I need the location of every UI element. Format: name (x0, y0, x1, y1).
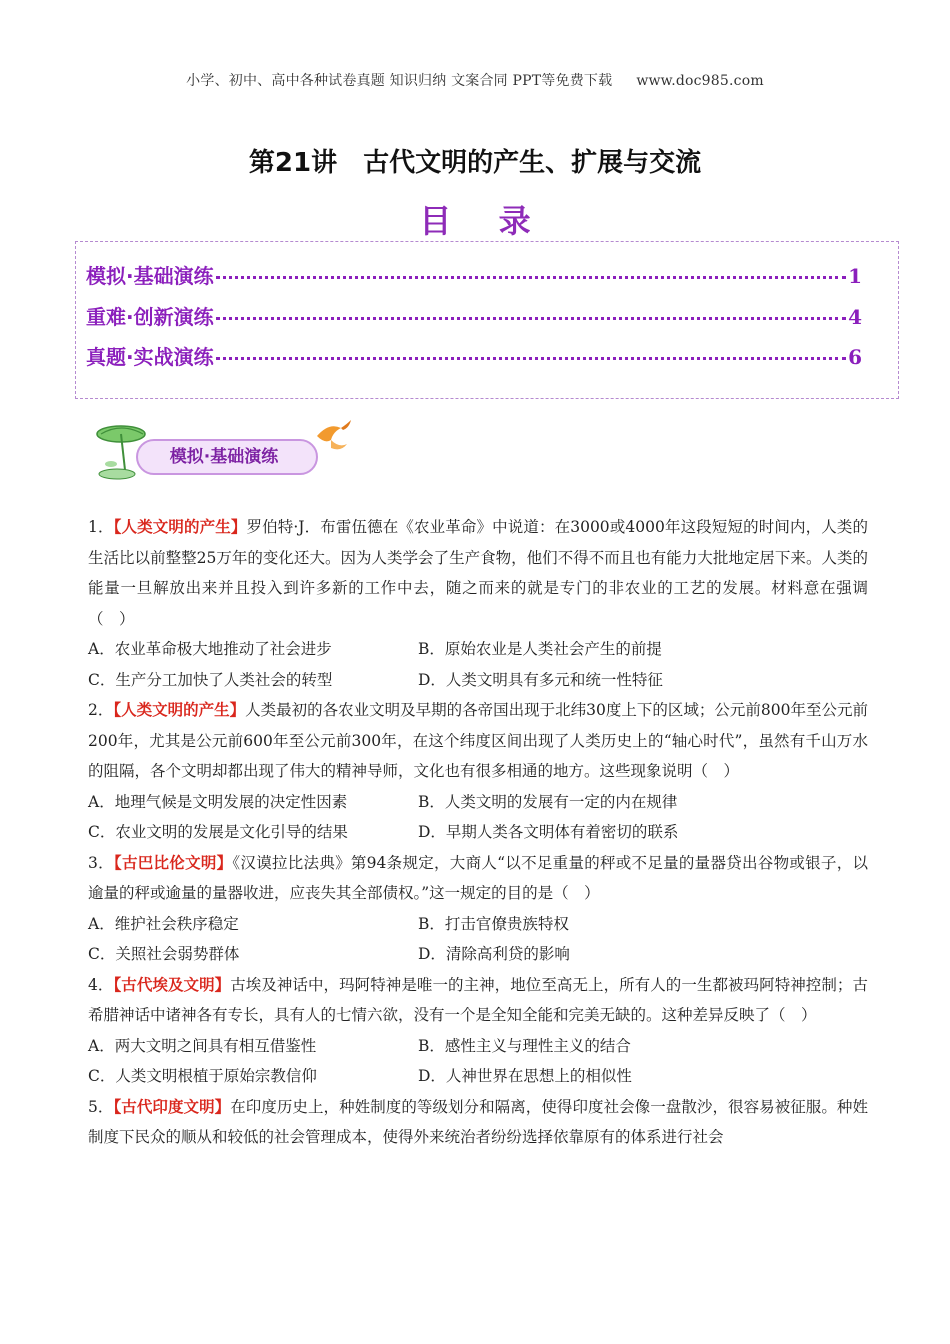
question-text: 古埃及神话中，玛阿特神是唯一的主神，地位至高无上，所有人的一生都被玛阿特神控制；古希腊神话中诸神各有专长，具有人的七情六欲，没有一个是全知全能和完美无缺的。这种差异反映了（ ） (88, 975, 868, 1024)
toc-leader-dots (216, 316, 846, 320)
section-banner-label: 模拟·基础演练 (169, 447, 279, 467)
question-number: 2． (88, 701, 114, 719)
header-text: 小学、初中、高中各种试卷真题 知识归纳 文案合同 PPT等免费下载 (186, 73, 613, 89)
question-text: 罗伯特·J．布雷伍德在《农业革命》中说道：在3000或4000年这段短短的时间内，人类的生活比以前整整25万年的变化还大。因为人类学会了生产食物，他们不得不而且也有能力大批地定居下来。人类的能量一旦解放出来并且投入到许多新的工作中去，随之而来的就是专门的非农业的工艺的发展。材料意在强调（ ） (88, 518, 868, 628)
option-b[interactable]: B．人类文明的发展有一定的内在规律 (418, 792, 678, 811)
option-a[interactable]: A．地理气候是文明发展的决定性因素 (88, 792, 348, 811)
question-number: 3． (88, 853, 114, 872)
question-topic-tag: 【人类文明的产生】 (113, 701, 246, 719)
question-stem (88, 512, 868, 634)
answer-options (88, 634, 868, 695)
option-c[interactable]: C．人类文明根植于原始宗教信仰 (88, 1067, 317, 1085)
toc-item-page: 4 (848, 305, 862, 329)
question-number: 4． (88, 975, 114, 994)
option-c[interactable]: C．生产分工加快了人类社会的转型 (88, 670, 333, 689)
question-5 (88, 1092, 868, 1153)
option-a[interactable]: A．两大文明之间具有相互借鉴性 (88, 1036, 317, 1055)
option-d[interactable]: D．人类文明具有多元和统一性特征 (418, 670, 663, 689)
option-b[interactable]: B．原始农业是人类社会产生的前提 (418, 640, 662, 658)
question-4 (88, 970, 868, 1092)
toc-item-real-exam[interactable] (86, 341, 862, 370)
question-text: 《汉谟拉比法典》第94条规定，大商人“以不足重量的秤或不足量的量器贷出谷物或银子，以逾量的秤或逾量的量器收进，应丧失其全部债权。”这一规定的目的是（ ） (88, 853, 868, 902)
toc-item-advanced[interactable] (86, 301, 862, 330)
toc-leader-dots (216, 356, 846, 360)
answer-options (88, 1031, 868, 1092)
option-a[interactable]: A．农业革命极大地推动了社会进步 (88, 640, 332, 658)
toc-item-page: 1 (848, 264, 862, 288)
toc-item-label: 真题·实战演练 (86, 345, 214, 369)
question-topic-tag: 【古代印度文明】 (113, 1097, 231, 1116)
option-b[interactable]: B．感性主义与理性主义的结合 (418, 1036, 631, 1055)
question-number: 1． (88, 518, 114, 536)
question-topic-tag: 【古巴比伦文明】 (113, 853, 233, 872)
answer-options (88, 909, 868, 970)
option-c[interactable]: C．农业文明的发展是文化引导的结果 (88, 823, 348, 841)
toc-item-basic[interactable] (86, 260, 862, 289)
toc-item-page: 6 (848, 345, 862, 369)
option-c[interactable]: C．关照社会弱势群体 (88, 945, 240, 963)
question-3 (88, 848, 868, 970)
question-text: 在印度历史上，种姓制度的等级划分和隔离，使得印度社会像一盘散沙，很容易被征服。种姓制度下民众的顺从和较低的社会管理成本，使得外来统治者纷纷选择依靠原有的体系进行社会 (88, 1097, 868, 1146)
toc-heading: 目 录 (419, 202, 549, 240)
option-d[interactable]: D．人神世界在思想上的相似性 (418, 1067, 632, 1085)
question-topic-tag: 【人类文明的产生】 (113, 518, 247, 536)
table-of-contents (75, 241, 899, 399)
toc-item-label: 模拟·基础演练 (86, 264, 214, 288)
koi-fish-icon (317, 420, 351, 449)
question-stem (88, 1092, 868, 1153)
option-d[interactable]: D．早期人类各文明体有着密切的联系 (418, 823, 679, 841)
answer-options (88, 787, 868, 848)
question-topic-tag: 【古代埃及文明】 (113, 975, 231, 994)
site-header (0, 70, 950, 90)
question-number: 5． (88, 1097, 114, 1116)
question-text: 人类最初的各农业文明及早期的各帝国出现于北纬30度上下的区域；公元前800年至公元前200年，尤其是公元前600年至公元前300年，在这个纬度区间出现了人类历史上的“轴心时代”，虽然有千山万水的阻隔，各个文明却都出现了伟大的精神导师，文化也有很多相通的地方。这些现象说明（ ） (88, 701, 868, 780)
option-d[interactable]: D．清除高利贷的影响 (418, 945, 570, 963)
question-stem (88, 848, 868, 909)
option-a[interactable]: A．维护社会秩序稳定 (88, 914, 239, 933)
toc-item-label: 重难·创新演练 (86, 305, 214, 329)
question-stem (88, 970, 868, 1031)
option-b[interactable]: B．打击官僚贵族特权 (418, 914, 569, 933)
lecture-title: 第21讲 古代文明的产生、扩展与交流 (248, 148, 702, 178)
question-list (88, 512, 868, 1153)
question-1 (88, 512, 868, 695)
question-stem (88, 695, 868, 787)
toc-leader-dots (216, 275, 846, 279)
question-2 (88, 695, 868, 848)
header-url[interactable]: www.doc985.com (636, 73, 764, 89)
